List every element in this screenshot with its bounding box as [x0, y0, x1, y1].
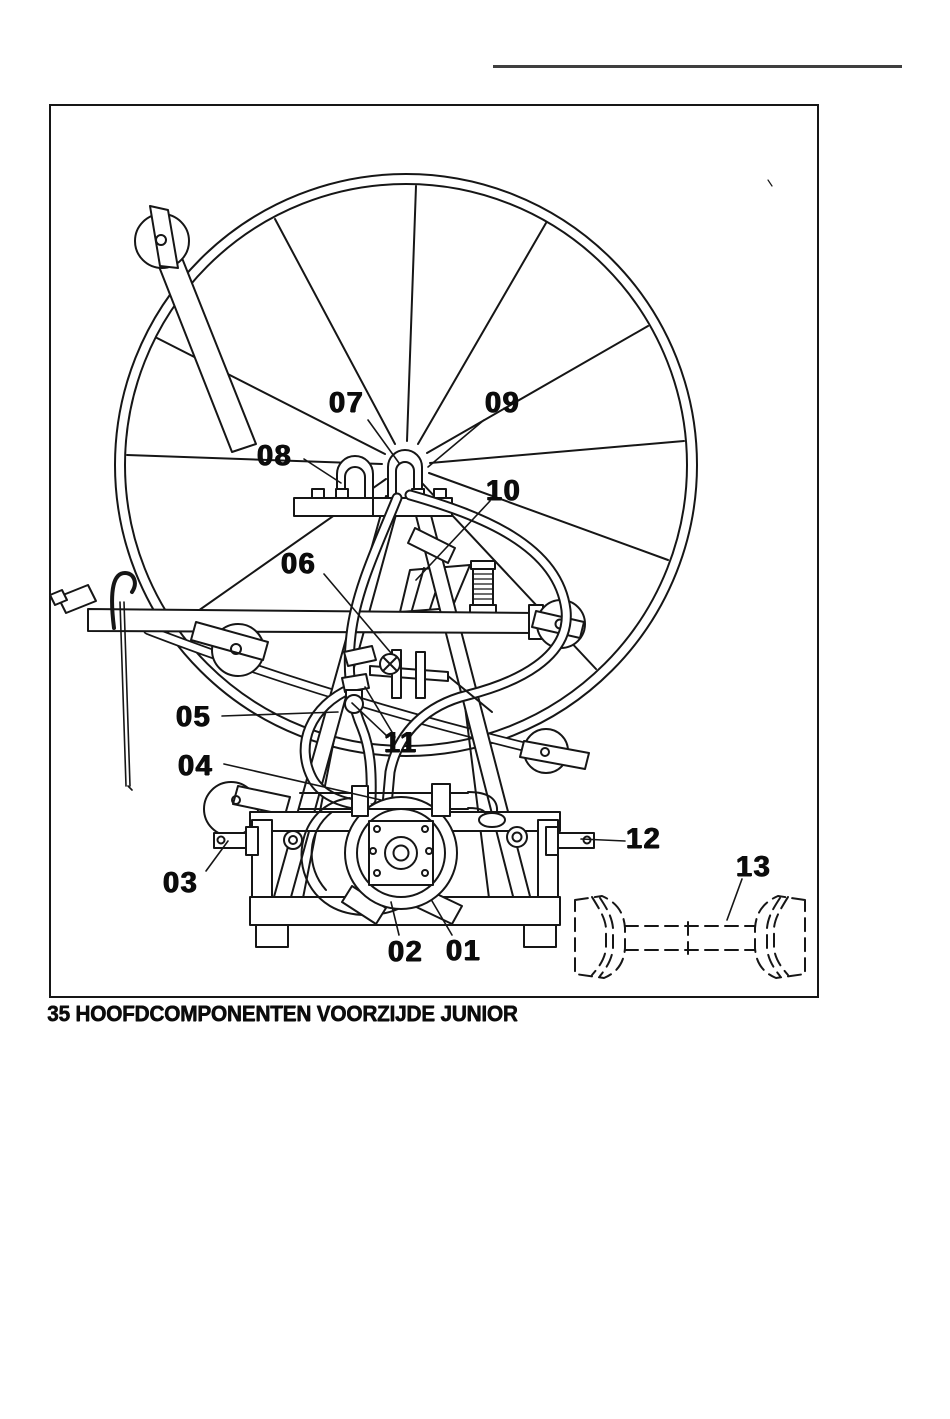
- callout-01: 01: [446, 935, 482, 967]
- callout-13: 13: [736, 851, 772, 883]
- figure-number: 35: [47, 1001, 70, 1026]
- callout-06: 06: [281, 548, 317, 580]
- callout-11: 11: [384, 727, 418, 759]
- callout-04: 04: [178, 750, 214, 782]
- callout-12: 12: [626, 823, 662, 855]
- callout-07: 07: [329, 387, 365, 419]
- callout-08: 08: [257, 440, 293, 472]
- callout-03: 03: [163, 867, 199, 899]
- callout-02: 02: [388, 936, 424, 968]
- parts-diagram-drawing: [49, 104, 819, 998]
- callout-09: 09: [485, 387, 521, 419]
- pto-shaft: [575, 896, 805, 978]
- figure-title: HOOFDCOMPONENTEN VOORZIJDE JUNIOR: [75, 1001, 518, 1026]
- figure-caption: [47, 1001, 518, 1027]
- mast-pulley: [135, 206, 256, 452]
- callout-05: 05: [176, 701, 212, 733]
- callout-10: 10: [486, 475, 522, 507]
- header-rule: [493, 65, 902, 68]
